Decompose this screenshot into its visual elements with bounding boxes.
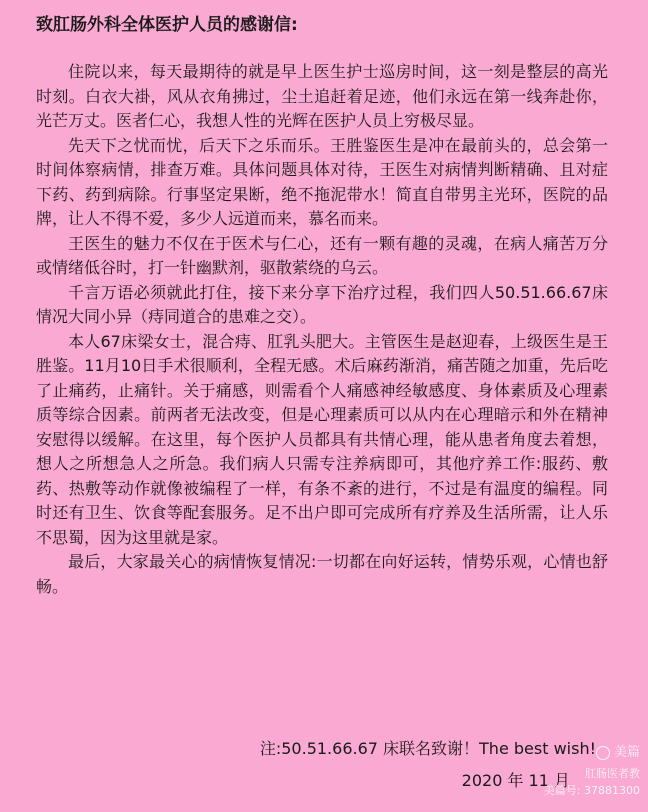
paragraph-2: 先天下之忧而忧，后天下之乐而乐。王胜鉴医生是冲在最前头的，总会第一时间体察病情，排查万难。具体问题具体对待，王医生对病情判断精确、且对症下药、药到病除。行事坚定果断，绝不拖泥带水！简直自带男主光环，医院的品牌，让人不得不爱，多少人远道而来，慕名而来。 xyxy=(36,135,608,228)
watermark-line-3: 美篇号: 37881300 xyxy=(543,783,640,797)
paragraph-4: 千言万语必须就此打住，接下来分享下治疗过程，我们四人50.51.66.67床情况大同小异（痔同道合的患难之交）。 xyxy=(36,282,608,326)
paragraph-5: 本人67床梁女士，混合痔、肛乳头肥大。主管医生是赵迎春，上级医生是王胜鉴。11月10日手术很顺利，全程无感。术后麻药渐消，痛苦随之加重，先后吃了止痛药，止痛针。关于痛感，则需看个人痛感神经敏感度、身体素质及心理素质等综合因素。前两者无法改变，但是心理素质可以从内在心理暗示和外在精神安慰得以缓解。在这里，每个医护人员都具有共情心理，能从患者角度去着想，想人之所想急人之所急。我们病人只需专注养病即可，其他疗养工作:服药、敷药、热敷等动作就像被编程了一样，有条不紊的进行，不过是有温度的编程。同时还有卫生、饮食等配套服务。足不出户即可完成所有疗养及生活所需，让人乐不思蜀，因为这里就是家。 xyxy=(36,331,608,547)
letter-title: 致肛肠外科全体医护人员的感谢信: xyxy=(36,15,298,35)
paragraph-6: 最后，大家最关心的病情恢复情况:一切都在向好运转，情势乐观，心情也舒畅。 xyxy=(36,552,608,596)
meipian-watermark xyxy=(510,744,640,799)
paragraph-3: 王医生的魅力不仅在于医术与仁心，还有一颗有趣的灵魂，在病人痛苦万分或情绪低谷时，打一针幽默剂，驱散萦绕的乌云。 xyxy=(36,233,608,277)
watermark-logo xyxy=(596,744,640,761)
paragraph-1: 住院以来，每天最期待的就是早上医生护士巡房时间，这一刻是整层的高光时刻。白衣大褂，风从衣角拂过，尘土追赶着足迹，他们永远在第一线奔赴你，光芒万丈。医者仁心，我想人性的光辉在医护人员上穷极尽显。 xyxy=(36,62,608,130)
closing-note: 注:50.51.66.67 床联名致谢！The best wish! xyxy=(259,739,596,758)
watermark-logo-text: 美篇 xyxy=(613,745,640,760)
meipian-logo-icon xyxy=(596,746,610,760)
letter-body xyxy=(36,12,608,599)
watermark-line-2: 肛肠医者教 xyxy=(585,766,640,780)
letter-date: 2020 年 11 月 xyxy=(461,771,570,790)
